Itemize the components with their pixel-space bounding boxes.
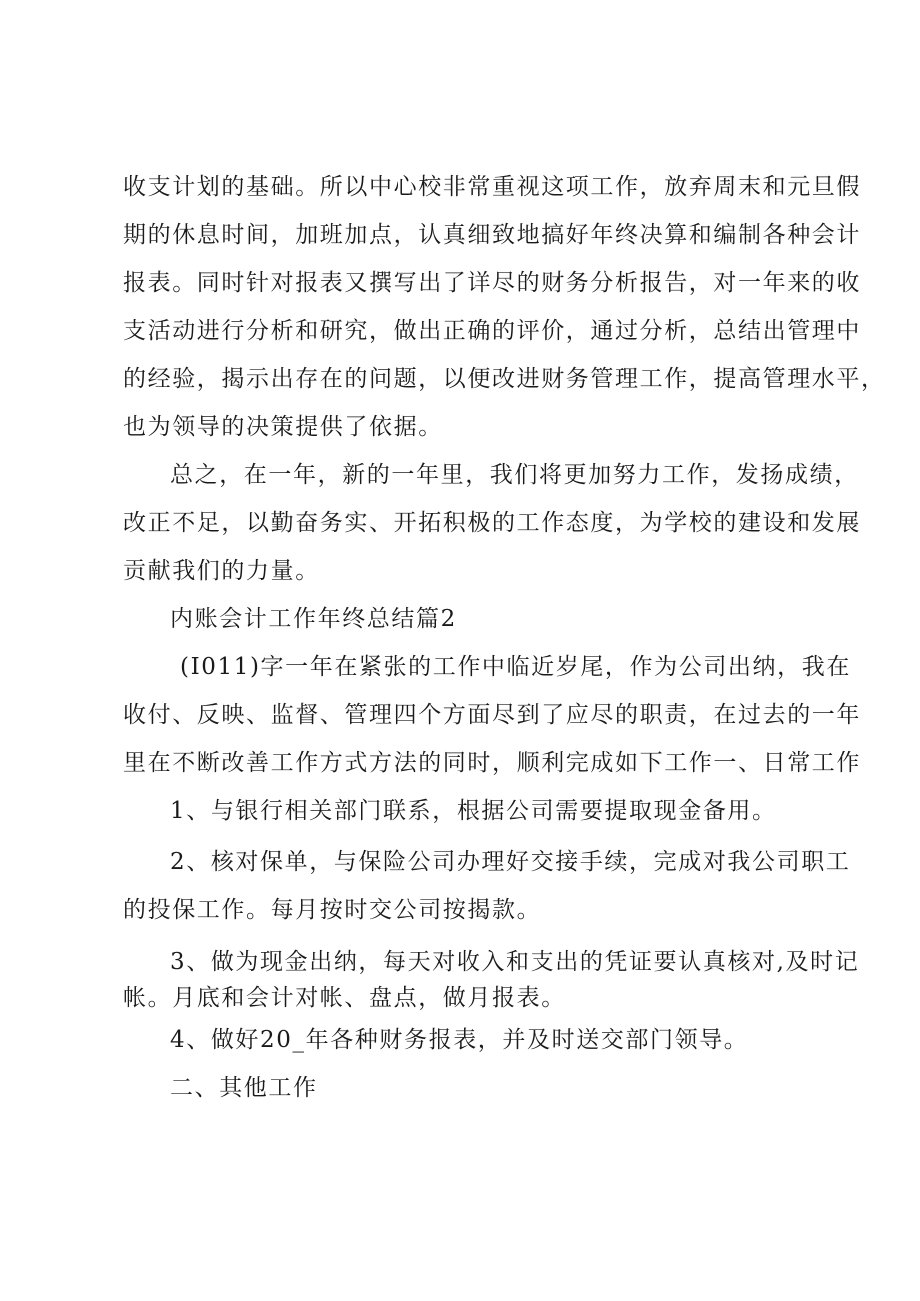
text-line: 的经验，揭示出存在的问题，以便改进财务管理工作，提高管理水平，: [123, 366, 886, 392]
section-title: 内账会计工作年终总结篇2: [170, 606, 457, 632]
text-line: 2、核对保单，与保险公司办理好交接手续，完成对我公司职工: [170, 849, 851, 875]
text-line: 里在不断改善工作方式方法的同时，顺利完成如下工作一、日常工作: [123, 750, 861, 776]
list-item: 1、与银行相关部门联系，根据公司需要提取现金备用。: [170, 798, 777, 824]
text-line: 也为领导的决策提供了依据。: [123, 414, 443, 440]
list-item: 4、做好20_年各种财务报表，并及时送交部门领导。: [170, 1027, 749, 1053]
section-title: 二、其他工作: [170, 1075, 318, 1101]
text-line: 贡献我们的力量。: [123, 558, 320, 584]
text-line: 期的休息时间，加班加点，认真细致地搞好年终决算和编制各种会计: [123, 222, 861, 248]
text-line: 报表。同时针对报表又撰写出了详尽的财务分析报告，对一年来的收: [123, 270, 861, 296]
text-line: 3、做为现金出纳，每天对收入和支出的凭证要认真核对,及时记: [170, 949, 860, 975]
text-line: 支活动进行分析和研究，做出正确的评价，通过分析，总结出管理中: [123, 318, 861, 344]
text-line: (I011)字一年在紧张的工作中临近岁尾，作为公司出纳，我在: [180, 654, 851, 680]
text-line: 帐。月底和会计对帐、盘点，做月报表。: [123, 985, 566, 1011]
text-line: 总之，在一年，新的一年里，我们将更加努力工作，发扬成绩，: [170, 462, 859, 488]
text-line: 收支计划的基础。所以中心校非常重视这项工作，放弃周末和元旦假: [123, 174, 861, 200]
text-line: 改正不足，以勤奋务实、开拓积极的工作态度，为学校的建设和发展: [123, 510, 861, 536]
text-line: 的投保工作。每月按时交公司按揭款。: [123, 897, 542, 923]
text-line: 收付、反映、监督、管理四个方面尽到了应尽的职责，在过去的一年: [123, 702, 861, 728]
